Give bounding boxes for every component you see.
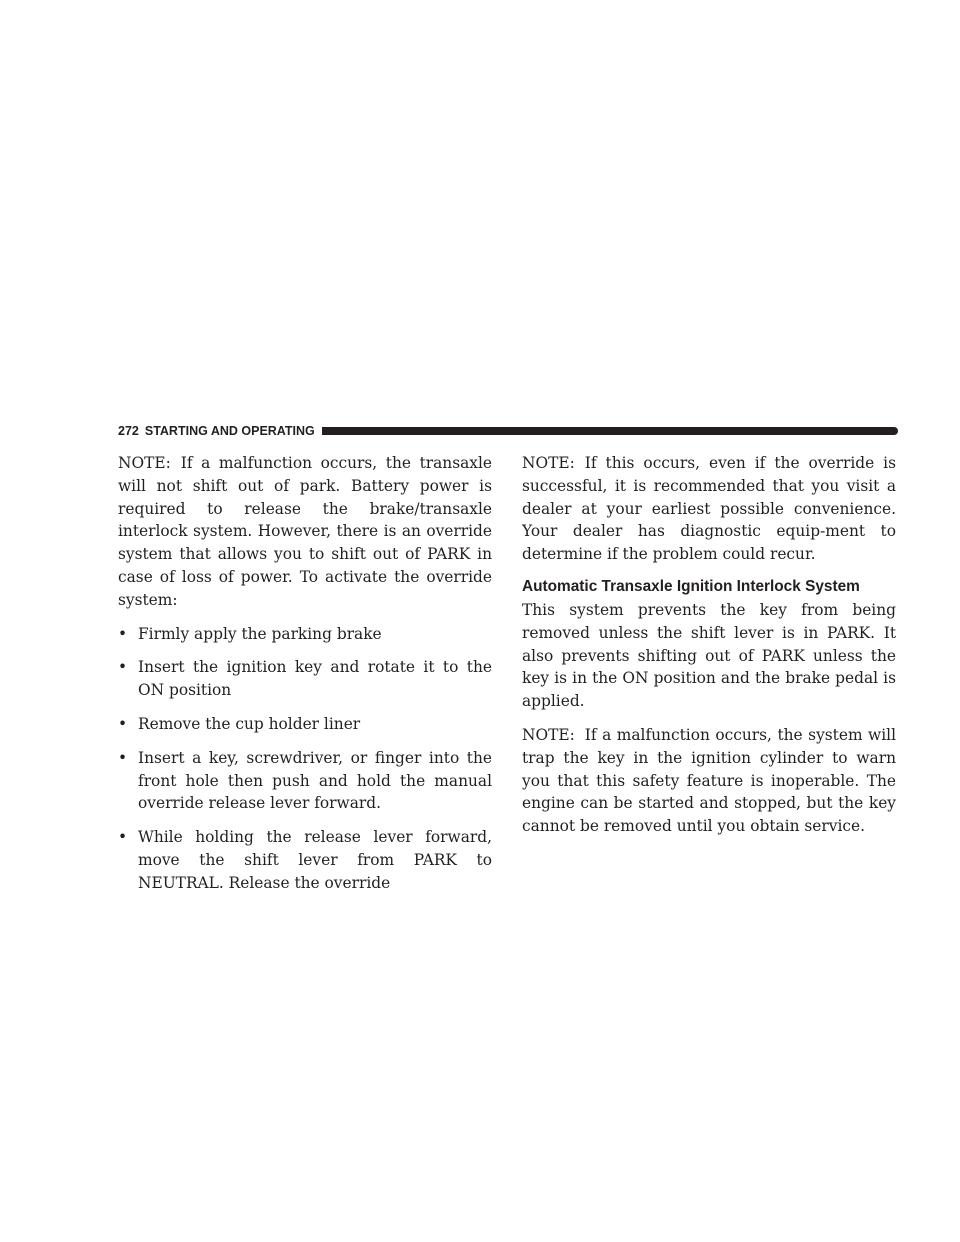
override-steps-list (118, 623, 492, 895)
list-item-text: Firmly apply the parking brake (138, 624, 382, 643)
note-paragraph (522, 452, 896, 566)
list-item (118, 713, 492, 736)
list-item-text: Remove the cup holder liner (138, 714, 361, 733)
note-text: If a malfunction occurs, the system will trap the key in the ignition cylinder to warn you that this safety feature is inoperable. The engine can be started and stopped, but the key cannot be removed until you obtain service. (522, 725, 896, 836)
list-item-text: Insert the ignition key and rotate it to the ON position (138, 658, 492, 700)
section-heading: Automatic Transaxle Ignition Interlock System (522, 577, 860, 595)
page-header (118, 422, 898, 440)
note-label: NOTE: (522, 454, 575, 472)
left-column (118, 452, 492, 906)
list-item-text: Insert a key, screwdriver, or finger into the front hole then push and hold the manual override release lever forward. (138, 748, 492, 813)
list-item (118, 747, 492, 815)
note-paragraph (522, 724, 896, 838)
list-item (118, 656, 492, 702)
right-column (522, 452, 896, 849)
bullet-icon: • (118, 748, 128, 767)
note-text: If this occurs, even if the override is successful, it is recommended that you visit a dealer at your earliest possible convenience. Your dealer has diagnostic equip-ment to determine if the problem could recur. (522, 454, 896, 564)
note-text: If a malfunction occurs, the transaxle will not shift out of park. Battery power is required to release the brake/transaxle interlock system. However, there is an override system that allows you to shift out of PARK in case of loss of power. To activate the override system: (118, 454, 492, 609)
list-item-text: While holding the release lever forward, move the shift lever from PARK to NEUTRAL. Release the override (138, 828, 492, 892)
list-item (118, 623, 492, 646)
bullet-icon: • (118, 828, 128, 847)
note-label: NOTE: (118, 454, 171, 472)
body-paragraph: This system prevents the key from being removed unless the shift lever is in PARK. It also prevents shifting out of PARK unless the key is in the ON position and the brake pedal is applied. (522, 600, 896, 711)
section-title: STARTING AND OPERATING (144, 424, 315, 438)
page-number: 272 (118, 424, 139, 438)
bullet-icon: • (118, 658, 128, 677)
list-item (118, 826, 492, 894)
header-rule (322, 427, 898, 435)
bullet-icon: • (118, 714, 128, 733)
note-label: NOTE: (522, 725, 575, 744)
note-paragraph (118, 452, 492, 612)
bullet-icon: • (118, 624, 128, 643)
